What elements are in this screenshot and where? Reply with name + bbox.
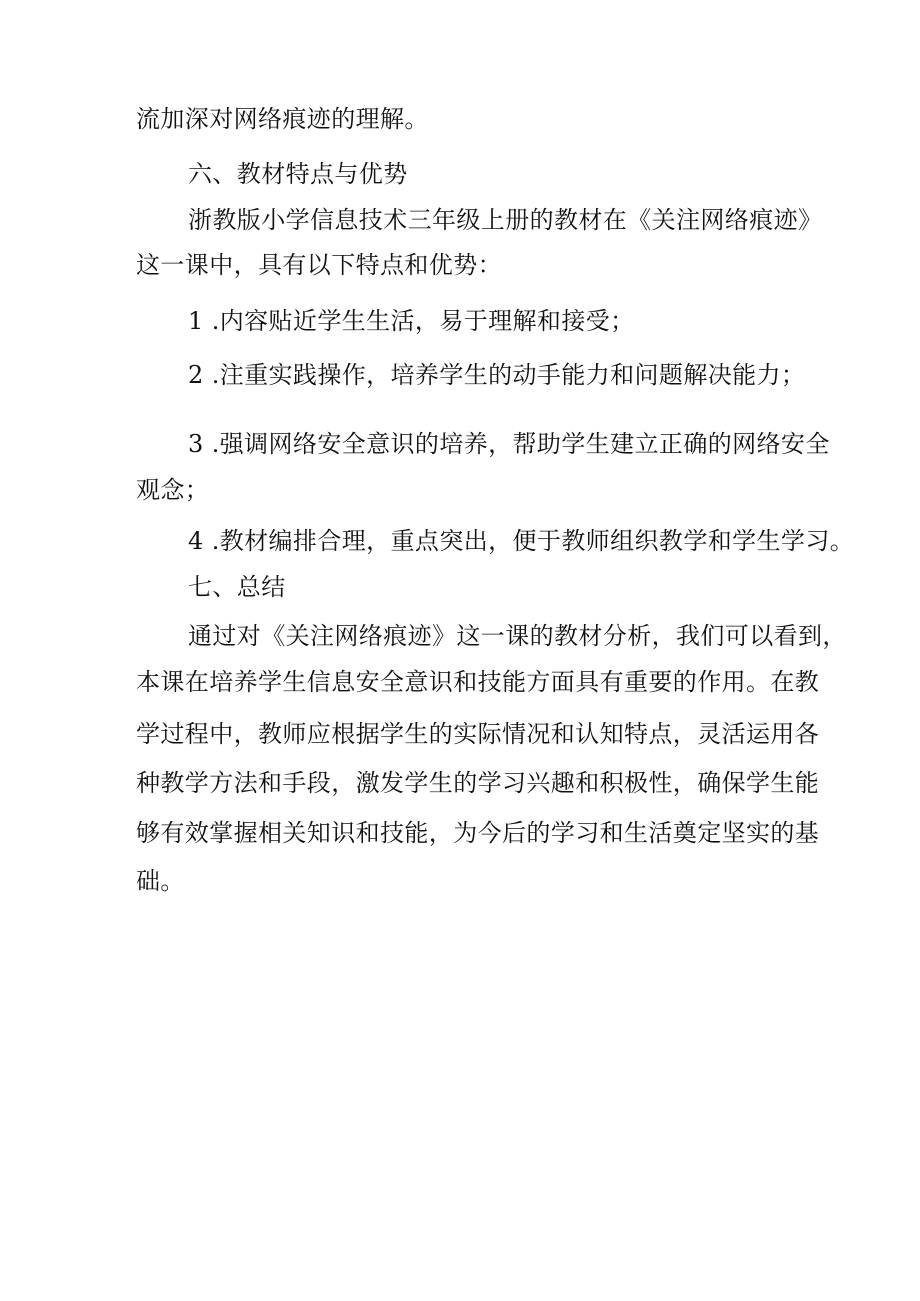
- summary-paragraph-line: 学过程中，教师应根据学生的实际情况和认知特点，灵活运用各: [136, 720, 820, 748]
- list-item-2: 2 .注重实践操作，培养学生的动手能力和问题解决能力；: [188, 361, 806, 389]
- summary-paragraph-line: 通过对《关注网络痕迹》这一课的教材分析，我们可以看到，: [188, 622, 847, 650]
- section-heading-7: 七、总结: [188, 573, 286, 601]
- summary-paragraph-line: 够有效掌握相关知识和技能，为今后的学习和生活奠定坚实的基: [136, 819, 820, 847]
- list-item-3-line-1: 3 .强调网络安全意识的培养，帮助学生建立正确的网络安全: [188, 430, 830, 458]
- section6-paragraph-line-1: 浙教版小学信息技术三年级上册的教材在《关注网络痕迹》: [188, 206, 823, 234]
- summary-paragraph-line: 种教学方法和手段，激发学生的学习兴趣和积极性，确保学生能: [136, 769, 820, 797]
- paragraph-continuation: 流加深对网络痕迹的理解。: [136, 105, 429, 133]
- list-item-4: 4 .教材编排合理，重点突出，便于教师组织教学和学生学习。: [188, 527, 855, 555]
- summary-paragraph-line: 础。: [136, 867, 185, 895]
- section6-paragraph-line-2: 这一课中，具有以下特点和优势：: [136, 251, 502, 279]
- list-item-3-line-2: 观念；: [136, 476, 210, 504]
- summary-paragraph-line: 本课在培养学生信息安全意识和技能方面具有重要的作用。在教: [136, 668, 820, 696]
- section-heading-6: 六、教材特点与优势: [188, 160, 408, 188]
- list-item-1: 1 .内容贴近学生生活，易于理解和接受；: [188, 307, 635, 335]
